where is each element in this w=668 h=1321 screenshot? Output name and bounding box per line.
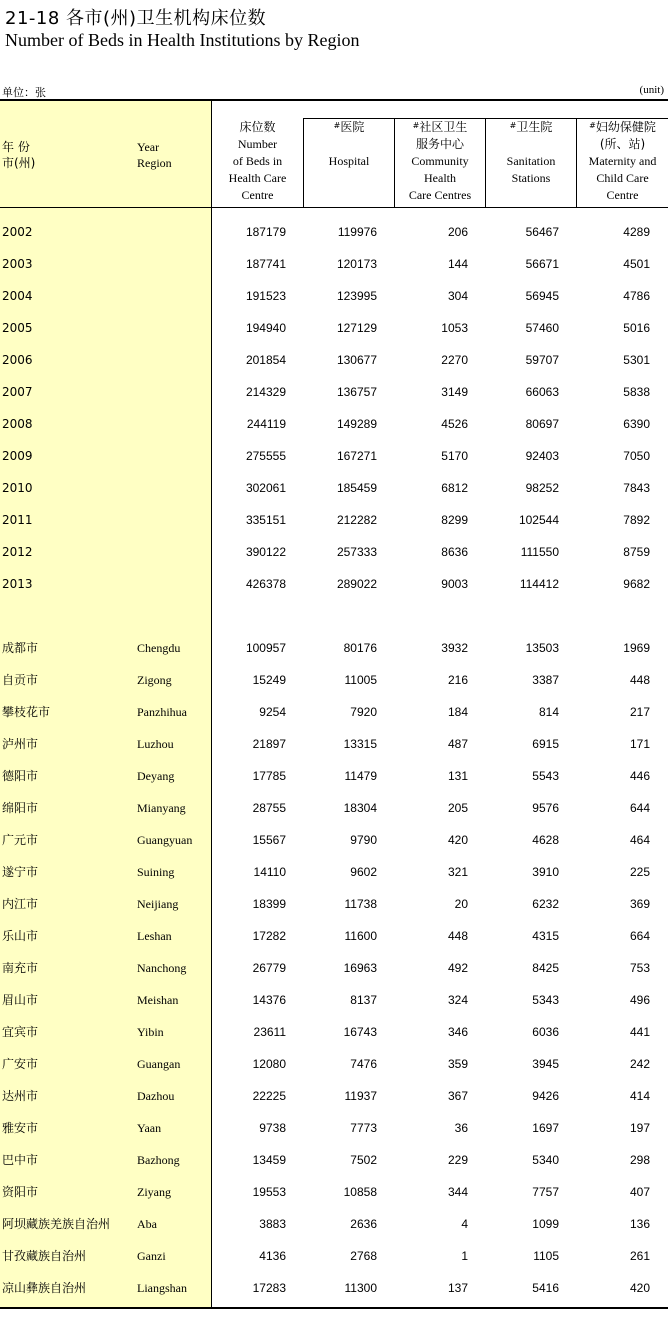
- row-label-cn: 德阳市: [2, 769, 39, 783]
- cell-value: 302061: [245, 481, 286, 495]
- cell-value: 3932: [441, 641, 468, 655]
- row-header-cell: [0, 101, 211, 207]
- row-label-cn: 凉山彝族自治州: [2, 1281, 87, 1295]
- row-label-cn: 2009: [2, 449, 33, 463]
- cell-value: 4628: [532, 833, 559, 847]
- cell-value: 5343: [532, 993, 559, 1007]
- cell-value: 257333: [336, 545, 377, 559]
- row-label-en: Guangyuan: [137, 833, 193, 847]
- row-label-en: Ziyang: [137, 1185, 171, 1199]
- row-label-en: Bazhong: [137, 1153, 180, 1167]
- cell-value: 298: [629, 1153, 650, 1167]
- cell-value: 13315: [343, 737, 377, 751]
- cell-value: 9576: [532, 801, 559, 815]
- row-label-cn: 达州市: [2, 1089, 39, 1103]
- cell-value: 167271: [336, 449, 377, 463]
- row-label-en: Yibin: [137, 1025, 164, 1039]
- cell-value: 420: [629, 1281, 650, 1295]
- cell-value: 14110: [253, 865, 286, 879]
- cell-value: 3149: [441, 385, 468, 399]
- cell-value: 5543: [532, 769, 559, 783]
- cell-value: 206: [447, 225, 468, 239]
- cell-value: 8299: [441, 513, 468, 527]
- row-label-cn: 2010: [2, 481, 33, 495]
- cell-value: 4: [461, 1217, 468, 1231]
- column-header-en: Maternity and: [588, 154, 657, 168]
- row-label-cn: 宜宾市: [2, 1025, 39, 1039]
- cell-value: 66063: [525, 385, 559, 399]
- column-header: [395, 119, 485, 207]
- row-label-cn: 广元市: [2, 833, 39, 847]
- row-header-en: [137, 139, 172, 171]
- cell-value: 1: [461, 1249, 468, 1263]
- cell-value: 9790: [350, 833, 377, 847]
- cell-value: 6232: [532, 897, 559, 911]
- year-row: [0, 318, 668, 338]
- cell-value: 11600: [344, 929, 377, 943]
- row-label-cn: 眉山市: [2, 993, 39, 1007]
- cell-value: 205: [447, 801, 468, 815]
- row-label-cn: 遂宁市: [2, 865, 39, 879]
- cell-value: 8137: [350, 993, 377, 1007]
- cell-value: 8759: [623, 545, 650, 559]
- cell-value: 216: [447, 673, 468, 687]
- cell-value: 5301: [623, 353, 650, 367]
- row-label-en: Aba: [137, 1217, 157, 1231]
- cell-value: 171: [629, 737, 650, 751]
- column-header-mark: #: [333, 121, 341, 130]
- row-label-cn: 巴中市: [2, 1153, 39, 1167]
- cell-value: 17283: [252, 1281, 286, 1295]
- cell-value: 414: [629, 1089, 650, 1103]
- region-row: [0, 670, 668, 690]
- row-label-cn: 攀枝花市: [2, 705, 51, 719]
- cell-value: 1697: [532, 1121, 559, 1135]
- cell-value: 324: [447, 993, 468, 1007]
- row-label-en: Luzhou: [137, 737, 174, 751]
- column-header-en: Community: [411, 154, 469, 168]
- cell-value: 344: [447, 1185, 468, 1199]
- cell-value: 6390: [623, 417, 650, 431]
- year-row: [0, 382, 668, 402]
- cell-value: 57460: [525, 321, 559, 335]
- year-row: [0, 446, 668, 466]
- row-label-en: Meishan: [137, 993, 179, 1007]
- header-region-cn: 市(州): [2, 156, 36, 170]
- column-header-en: Centre: [241, 188, 274, 202]
- cell-value: 5016: [623, 321, 650, 335]
- cell-value: 16963: [343, 961, 377, 975]
- cell-value: 217: [629, 705, 650, 719]
- cell-value: 487: [447, 737, 468, 751]
- row-label-en: Chengdu: [137, 641, 181, 655]
- cell-value: 214329: [245, 385, 286, 399]
- cell-value: 304: [447, 289, 468, 303]
- cell-value: 18399: [252, 897, 286, 911]
- column-header-cn: #社区卫生: [412, 120, 468, 134]
- cell-value: 9426: [532, 1089, 559, 1103]
- year-row: [0, 222, 668, 242]
- cell-value: 26779: [252, 961, 286, 975]
- cell-value: 5838: [623, 385, 650, 399]
- cell-value: 664: [629, 929, 650, 943]
- region-row: [0, 1054, 668, 1074]
- column-header-cn: #妇幼保健院: [589, 120, 656, 134]
- cell-value: 187741: [245, 257, 286, 271]
- cell-value: 814: [538, 705, 559, 719]
- column-header-mark: #: [412, 121, 420, 130]
- cell-value: 119976: [337, 225, 377, 239]
- cell-value: 144: [447, 257, 468, 271]
- row-label-en: Panzhihua: [137, 705, 187, 719]
- year-row: [0, 350, 668, 370]
- cell-value: 1053: [441, 321, 468, 335]
- cell-value: 197: [629, 1121, 650, 1135]
- column-header-en: Care Centres: [408, 188, 472, 202]
- row-label-cn: 2011: [2, 513, 33, 527]
- column-header-en: Health Care: [228, 171, 287, 185]
- row-label-cn: 雅安市: [2, 1121, 39, 1135]
- cell-value: 448: [629, 673, 650, 687]
- cell-value: 346: [447, 1025, 468, 1039]
- row-label-en: Ganzi: [137, 1249, 166, 1263]
- region-row: [0, 638, 668, 658]
- row-label-cn: 南充市: [2, 961, 39, 975]
- cell-value: 4786: [623, 289, 650, 303]
- cell-value: 11937: [344, 1089, 377, 1103]
- row-label-cn: 2013: [2, 577, 33, 591]
- column-header: [486, 119, 576, 207]
- cell-value: 9738: [259, 1121, 286, 1135]
- table-title-cn: 21-18 各市(州)卫生机构床位数: [5, 8, 267, 29]
- cell-value: 127129: [336, 321, 377, 335]
- row-label-cn: 绵阳市: [2, 801, 39, 815]
- row-label-cn: 2002: [2, 225, 33, 239]
- row-label-cn: 泸州市: [2, 737, 39, 751]
- cell-value: 11479: [344, 769, 377, 783]
- cell-value: 2768: [350, 1249, 377, 1263]
- region-row: [0, 1150, 668, 1170]
- cell-value: 191523: [245, 289, 286, 303]
- row-label-cn: 2006: [2, 353, 33, 367]
- row-label-cn: 2005: [2, 321, 33, 335]
- row-label-en: Guangan: [137, 1057, 181, 1071]
- cell-value: 80697: [525, 417, 559, 431]
- year-row: [0, 574, 668, 594]
- cell-value: 136757: [336, 385, 377, 399]
- row-label-en: Dazhou: [137, 1089, 175, 1103]
- cell-value: 120173: [336, 257, 377, 271]
- unit-label-en: (unit): [639, 84, 664, 96]
- cell-value: 7757: [532, 1185, 559, 1199]
- year-row: [0, 286, 668, 306]
- cell-value: 275555: [245, 449, 286, 463]
- cell-value: 9602: [350, 865, 377, 879]
- row-label-en: Neijiang: [137, 897, 179, 911]
- cell-value: 56671: [525, 257, 559, 271]
- column-header: [577, 119, 668, 207]
- year-row: [0, 254, 668, 274]
- cell-value: 225: [629, 865, 650, 879]
- header-region-en: Region: [137, 156, 172, 170]
- cell-value: 289022: [336, 577, 377, 591]
- cell-value: 137: [447, 1281, 468, 1295]
- column-header-en: Stations: [511, 171, 551, 185]
- row-label-en: Deyang: [137, 769, 175, 783]
- cell-value: 59707: [525, 353, 559, 367]
- column-header-en: Health: [424, 171, 456, 185]
- cell-value: 644: [629, 801, 650, 815]
- cell-value: 4526: [441, 417, 468, 431]
- cell-value: 23611: [253, 1025, 286, 1039]
- column-header-cn: #卫生院: [509, 120, 553, 134]
- region-row: [0, 894, 668, 914]
- cell-value: 9003: [441, 577, 468, 591]
- cell-value: 7892: [623, 513, 650, 527]
- region-row: [0, 958, 668, 978]
- cell-value: 5340: [532, 1153, 559, 1167]
- cell-value: 19553: [252, 1185, 286, 1199]
- cell-value: 80176: [343, 641, 377, 655]
- cell-value: 261: [629, 1249, 650, 1263]
- row-label-cn: 成都市: [2, 641, 39, 655]
- cell-value: 390122: [245, 545, 286, 559]
- row-label-en: Suining: [137, 865, 175, 879]
- header-year-en: Year: [137, 140, 160, 154]
- cell-value: 1099: [532, 1217, 559, 1231]
- cell-value: 111550: [520, 545, 559, 559]
- cell-value: 136: [629, 1217, 650, 1231]
- cell-value: 11300: [344, 1281, 377, 1295]
- row-header-cn: [2, 139, 35, 171]
- column-header-en: Number: [237, 137, 278, 151]
- region-row: [0, 1022, 668, 1042]
- cell-value: 753: [629, 961, 650, 975]
- cell-value: 441: [629, 1025, 650, 1039]
- cell-value: 321: [447, 865, 468, 879]
- table-header: [0, 99, 668, 208]
- cell-value: 56945: [525, 289, 559, 303]
- cell-value: 102544: [518, 513, 559, 527]
- row-label-en: Mianyang: [137, 801, 186, 815]
- cell-value: 7843: [623, 481, 650, 495]
- cell-value: 12080: [252, 1057, 286, 1071]
- cell-value: 14376: [252, 993, 286, 1007]
- cell-value: 201854: [245, 353, 286, 367]
- column-header-en: Child Care: [596, 171, 649, 185]
- cell-value: 56467: [525, 225, 559, 239]
- column-header: [212, 119, 303, 207]
- cell-value: 369: [629, 897, 650, 911]
- cell-value: 92403: [525, 449, 559, 463]
- region-row: [0, 1118, 668, 1138]
- cell-value: 184: [447, 705, 468, 719]
- row-label-en: Yaan: [137, 1121, 162, 1135]
- cell-value: 464: [629, 833, 650, 847]
- cell-value: 4136: [259, 1249, 286, 1263]
- cell-value: 1969: [623, 641, 650, 655]
- cell-value: 3910: [532, 865, 559, 879]
- region-row: [0, 1182, 668, 1202]
- column-header: [304, 119, 394, 207]
- cell-value: 9682: [623, 577, 650, 591]
- row-label-en: Nanchong: [137, 961, 187, 975]
- cell-value: 3945: [532, 1057, 559, 1071]
- row-label-cn: 广安市: [2, 1057, 39, 1071]
- row-label-en: Liangshan: [137, 1281, 187, 1295]
- region-row: [0, 1246, 668, 1266]
- cell-value: 149289: [336, 417, 377, 431]
- region-row: [0, 1278, 668, 1298]
- cell-value: 130677: [336, 353, 377, 367]
- cell-value: 7773: [350, 1121, 377, 1135]
- cell-value: 187179: [245, 225, 286, 239]
- beds-table: [0, 99, 668, 1309]
- column-header-en: Hospital: [328, 154, 370, 168]
- cell-value: 36: [454, 1121, 468, 1135]
- cell-value: 244119: [246, 417, 286, 431]
- column-header-mark: #: [589, 121, 596, 130]
- unit-label-cn: 单位：张: [2, 86, 46, 99]
- cell-value: 9254: [259, 705, 286, 719]
- cell-value: 16743: [343, 1025, 377, 1039]
- cell-value: 7920: [350, 705, 377, 719]
- cell-value: 2270: [441, 353, 468, 367]
- cell-value: 18304: [343, 801, 377, 815]
- cell-value: 194940: [245, 321, 286, 335]
- region-row: [0, 1086, 668, 1106]
- cell-value: 242: [629, 1057, 650, 1071]
- region-row: [0, 830, 668, 850]
- column-header-cn2: (所、站): [599, 137, 646, 151]
- region-row: [0, 734, 668, 754]
- cell-value: 8425: [532, 961, 559, 975]
- table-title-en: Number of Beds in Health Institutions by Region: [5, 30, 360, 50]
- cell-value: 420: [447, 833, 468, 847]
- cell-value: 10858: [343, 1185, 377, 1199]
- cell-value: 407: [629, 1185, 650, 1199]
- cell-value: 335151: [245, 513, 286, 527]
- cell-value: 2636: [350, 1217, 377, 1231]
- row-label-cn: 自贡市: [2, 673, 39, 687]
- cell-value: 17282: [252, 929, 286, 943]
- cell-value: 6036: [532, 1025, 559, 1039]
- cell-value: 5416: [532, 1281, 559, 1295]
- row-label-cn: 资阳市: [2, 1185, 39, 1199]
- cell-value: 496: [629, 993, 650, 1007]
- cell-value: 7050: [623, 449, 650, 463]
- year-row: [0, 542, 668, 562]
- cell-value: 4289: [623, 225, 650, 239]
- cell-value: 212282: [336, 513, 377, 527]
- year-row: [0, 414, 668, 434]
- row-label-cn: 2004: [2, 289, 33, 303]
- region-row: [0, 1214, 668, 1234]
- cell-value: 28755: [252, 801, 286, 815]
- region-row: [0, 702, 668, 722]
- cell-value: 3387: [532, 673, 559, 687]
- cell-value: 229: [447, 1153, 468, 1167]
- cell-value: 15567: [252, 833, 286, 847]
- cell-value: 6812: [441, 481, 468, 495]
- row-label-cn: 内江市: [2, 897, 39, 911]
- row-label-cn: 2012: [2, 545, 33, 559]
- cell-value: 8636: [441, 545, 468, 559]
- cell-value: 446: [629, 769, 650, 783]
- cell-value: 492: [447, 961, 468, 975]
- cell-value: 359: [447, 1057, 468, 1071]
- cell-value: 367: [447, 1089, 468, 1103]
- row-label-cn: 乐山市: [2, 929, 39, 943]
- cell-value: 7476: [350, 1057, 377, 1071]
- cell-value: 4315: [532, 929, 559, 943]
- cell-value: 22225: [252, 1089, 286, 1103]
- cell-value: 100957: [245, 641, 286, 655]
- row-label-cn: 阿坝藏族羌族自治州: [2, 1217, 111, 1231]
- cell-value: 3883: [259, 1217, 286, 1231]
- column-header-en: of Beds in: [232, 154, 283, 168]
- row-label-cn: 2007: [2, 385, 33, 399]
- cell-value: 426378: [245, 577, 286, 591]
- region-row: [0, 766, 668, 786]
- cell-value: 13503: [525, 641, 559, 655]
- row-label-cn: 2003: [2, 257, 33, 271]
- year-row: [0, 510, 668, 530]
- cell-value: 20: [454, 897, 468, 911]
- cell-value: 11005: [344, 673, 377, 687]
- cell-value: 1105: [533, 1249, 559, 1263]
- cell-value: 21897: [252, 737, 286, 751]
- cell-value: 5170: [441, 449, 468, 463]
- cell-value: 6915: [532, 737, 559, 751]
- column-header-cn: 床位数: [239, 120, 276, 134]
- cell-value: 98252: [525, 481, 559, 495]
- cell-value: 4501: [623, 257, 650, 271]
- cell-value: 7502: [350, 1153, 377, 1167]
- cell-value: 448: [447, 929, 468, 943]
- cell-value: 131: [447, 769, 468, 783]
- row-label-en: Leshan: [137, 929, 172, 943]
- cell-value: 123995: [336, 289, 377, 303]
- cell-value: 13459: [252, 1153, 286, 1167]
- column-header-cn2: 服务中心: [415, 137, 464, 151]
- column-header-mark: #: [509, 121, 517, 130]
- cell-value: 17785: [252, 769, 286, 783]
- table-body: [0, 208, 668, 1309]
- row-label-cn: 甘孜藏族自治州: [2, 1249, 87, 1263]
- cell-value: 15249: [252, 673, 286, 687]
- column-header-en: Sanitation: [506, 154, 556, 168]
- row-label-column: [0, 208, 212, 1307]
- region-row: [0, 926, 668, 946]
- region-row: [0, 862, 668, 882]
- row-label-cn: 2008: [2, 417, 33, 431]
- region-row: [0, 798, 668, 818]
- cell-value: 185459: [336, 481, 377, 495]
- region-row: [0, 990, 668, 1010]
- year-row: [0, 478, 668, 498]
- header-year-cn: 年 份: [2, 140, 30, 154]
- cell-value: 114412: [519, 577, 559, 591]
- column-header-cn: #医院: [333, 120, 365, 134]
- column-header-en: Centre: [606, 188, 639, 202]
- row-label-en: Zigong: [137, 673, 172, 687]
- cell-value: 11738: [344, 897, 377, 911]
